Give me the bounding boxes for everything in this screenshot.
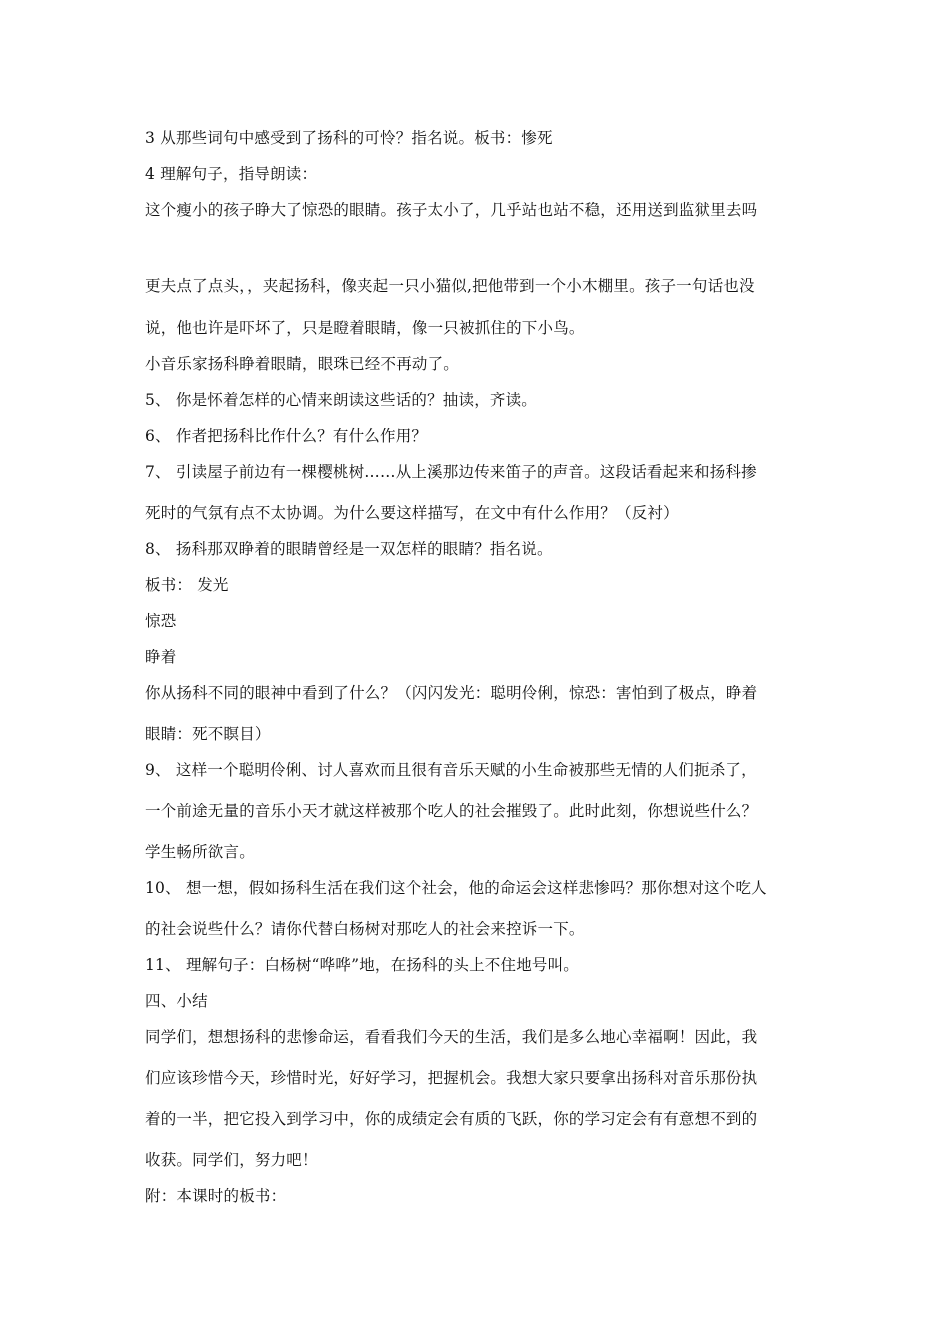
text-line: 眼睛：死不瞑目） — [145, 725, 271, 743]
text-line: 说，他也许是吓坏了，只是瞪着眼睛，像一只被抓住的下小鸟。 — [145, 319, 585, 337]
text-line: 你从扬科不同的眼神中看到了什么？（闪闪发光：聪明伶俐，惊恐：害怕到了极点，睁着 — [145, 684, 758, 702]
text-line: 7、 引读屋子前边有一棵樱桃树……从上溪那边传来笛子的声音。这段话看起来和扬科掺 — [145, 463, 757, 481]
text-line: 一个前途无量的音乐小天才就这样被那个吃人的社会摧毁了。此时此刻，你想说些什么？ — [145, 802, 758, 820]
text-line: 附：本课时的板书： — [145, 1187, 287, 1205]
text-line: 6、 作者把扬科比作什么？有什么作用？ — [145, 427, 428, 445]
text-line: 收获。同学们，努力吧！ — [145, 1151, 318, 1169]
text-line: 10、 想一想，假如扬科生活在我们这个社会，他的命运会这样悲惨吗？那你想对这个吃人 — [145, 879, 767, 897]
text-line: 们应该珍惜今天，珍惜时光，好好学习，把握机会。我想大家只要拿出扬科对音乐那份执 — [145, 1069, 758, 1087]
text-line: 11、 理解句子：白杨树“哗哗”地，在扬科的头上不住地号叫。 — [145, 956, 580, 974]
text-line: 死时的气氛有点不太协调。为什么要这样描写，在文中有什么作用？（反衬） — [145, 504, 679, 522]
section-heading: 四、小结 — [145, 992, 208, 1010]
text-line: 这个瘦小的孩子睁大了惊恐的眼睛。孩子太小了，几乎站也站不稳，还用送到监狱里去吗 — [145, 201, 758, 219]
text-line: 更夫点了点头，，夹起扬科，像夹起一只小猫似,把他带到一个小木棚里。孩子一句话也没 — [145, 277, 755, 295]
text-line: 5、 你是怀着怎样的心情来朗读这些话的？抽读，齐读。 — [145, 391, 537, 409]
text-line: 9、 这样一个聪明伶俐、讨人喜欢而且很有音乐天赋的小生命被那些无情的人们扼杀了， — [145, 761, 757, 779]
text-line: 的社会说些什么？请你代替白杨树对那吃人的社会来控诉一下。 — [145, 920, 585, 938]
text-line: 同学们，想想扬科的悲惨命运，看看我们今天的生活，我们是多么地心幸福啊！因此，我 — [145, 1028, 758, 1046]
text-line: 8、 扬科那双睁着的眼睛曾经是一双怎样的眼睛？指名说。 — [145, 540, 553, 558]
text-line: 4 理解句子，指导朗读： — [145, 165, 318, 183]
text-line: 着的一半，把它投入到学习中，你的成绩定会有质的飞跃，你的学习定会有有意想不到的 — [145, 1110, 758, 1128]
text-line: 睁着 — [145, 648, 177, 666]
text-line: 学生畅所欲言。 — [145, 843, 255, 861]
text-line: 板书： 发光 — [145, 576, 229, 594]
text-line: 3 从那些词句中感受到了扬科的可怜？指名说。板书：惨死 — [145, 129, 553, 147]
text-line: 小音乐家扬科睁着眼睛，眼珠已经不再动了。 — [145, 355, 460, 373]
text-line: 惊恐 — [145, 612, 177, 630]
